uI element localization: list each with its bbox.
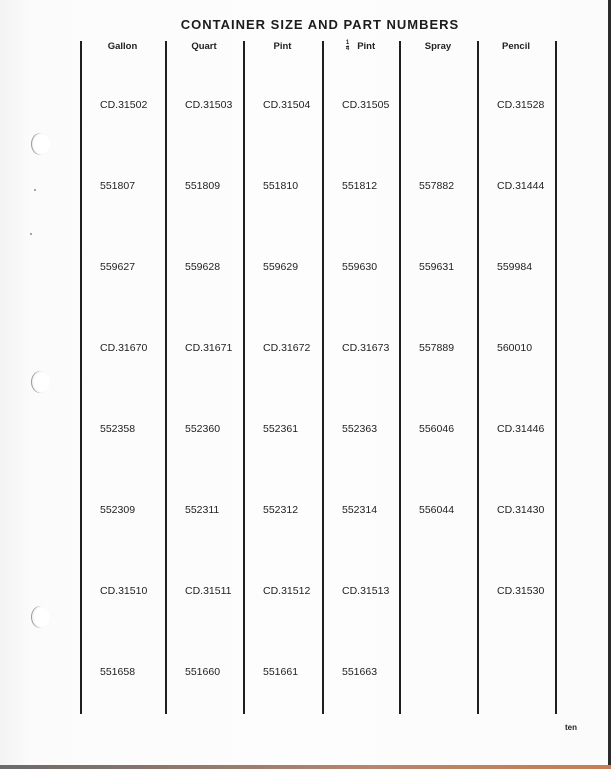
table-cell: 551663 (342, 666, 378, 678)
column-header (80, 41, 165, 52)
table-cell: 559630 (342, 261, 378, 273)
table-cell: CD.31671 (185, 342, 233, 354)
punch-hole-top (32, 133, 50, 155)
table-cell: 557889 (419, 342, 455, 354)
paper-speck (30, 233, 32, 235)
table-cell: 556044 (419, 504, 455, 516)
table-cell: 557882 (419, 180, 455, 192)
column-divider (477, 41, 479, 714)
punch-hole-bottom (32, 606, 50, 628)
table-cell: CD.31446 (497, 423, 545, 435)
fraction-quarter (346, 41, 349, 52)
column-divider (165, 41, 167, 714)
column-divider (80, 41, 82, 714)
table-cell: CD.31513 (342, 585, 390, 597)
page-number: ten (565, 723, 577, 732)
table-cell: CD.31512 (263, 585, 311, 597)
table-cell: 552360 (185, 423, 221, 435)
column-header-label: Pencil (502, 41, 530, 52)
table-cell: CD.31503 (185, 99, 233, 111)
column-divider (399, 41, 401, 714)
table-cell: CD.31670 (100, 342, 148, 354)
table-cell: 552358 (100, 423, 136, 435)
table-cell: 551661 (263, 666, 299, 678)
fraction-numerator: 1 (345, 40, 350, 46)
scan-edge-bottom (0, 765, 611, 769)
column-header (165, 41, 243, 52)
table-cell: 559631 (419, 261, 455, 273)
table-cell: 551658 (100, 666, 136, 678)
column-divider (243, 41, 245, 714)
table-cell: CD.31505 (342, 99, 390, 111)
table-cell: 551660 (185, 666, 221, 678)
column-divider (555, 41, 557, 714)
table-cell: 551809 (185, 180, 221, 192)
table-cell: CD.31504 (263, 99, 311, 111)
table-cell: 552314 (342, 504, 378, 516)
table-cell: 551810 (263, 180, 299, 192)
table-cell: CD.31528 (497, 99, 545, 111)
table-cell: 552312 (263, 504, 299, 516)
column-header (399, 41, 477, 52)
column-header-label: Pint (273, 41, 292, 52)
table-cell: 560010 (497, 342, 533, 354)
table-cell: 559984 (497, 261, 533, 273)
table-cell: CD.31510 (100, 585, 148, 597)
page-title: CONTAINER SIZE AND PART NUMBERS (180, 17, 460, 32)
column-header (322, 41, 399, 52)
table-cell: CD.31444 (497, 180, 545, 192)
table-cell: 552363 (342, 423, 378, 435)
column-header-label: Gallon (107, 41, 138, 52)
table-cell: 556046 (419, 423, 455, 435)
table-cell: CD.31430 (497, 504, 545, 516)
column-header-label: Quart (191, 41, 217, 52)
punch-hole-middle (32, 371, 50, 393)
table-cell: CD.31511 (185, 585, 232, 597)
table-cell: 552309 (100, 504, 136, 516)
table-cell: 551807 (100, 180, 136, 192)
column-header-label: Spray (424, 41, 452, 52)
column-header-label: Pint (357, 41, 376, 53)
table-cell: CD.31672 (263, 342, 311, 354)
column-header (477, 41, 555, 52)
table-cell: 559627 (100, 261, 136, 273)
table-cell: CD.31673 (342, 342, 390, 354)
fraction-denominator: 4 (345, 46, 350, 52)
table-cell: 559628 (185, 261, 221, 273)
table-cell: 551812 (342, 180, 378, 192)
table-cell: CD.31530 (497, 585, 545, 597)
table-cell: 559629 (263, 261, 299, 273)
column-divider (322, 41, 324, 714)
column-header (243, 41, 322, 52)
table-cell: 552311 (185, 504, 220, 516)
table-cell: CD.31502 (100, 99, 148, 111)
table-cell: 552361 (263, 423, 299, 435)
paper-speck (34, 189, 36, 191)
